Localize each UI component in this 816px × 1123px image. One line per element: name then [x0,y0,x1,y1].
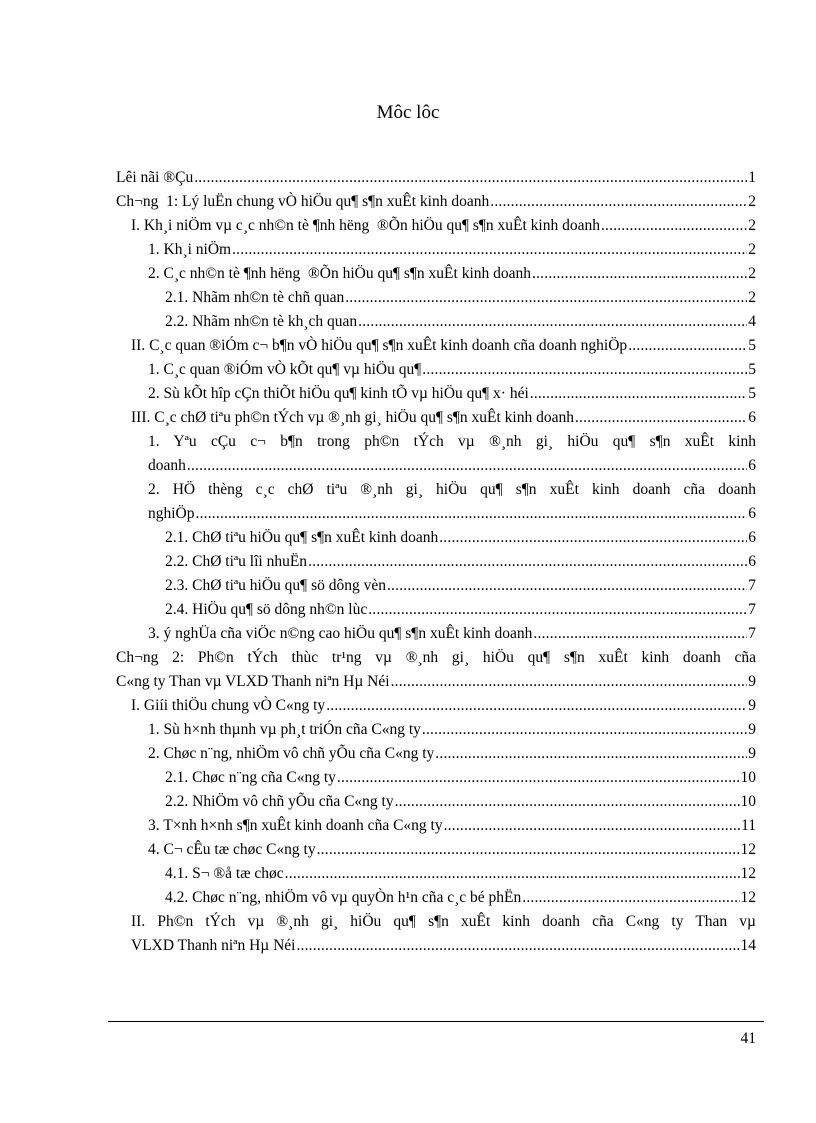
toc-entry-page: 6 [748,505,756,522]
toc-entry[interactable] [0,886,816,910]
toc-entry[interactable] [0,238,816,262]
toc-dot-leader [530,382,747,406]
toc-entry-page: 2 [748,217,756,234]
toc-entry-page: 12 [740,841,756,858]
toc-dot-leader [194,166,747,190]
toc-entry[interactable] [0,742,816,766]
toc-entry[interactable] [0,382,816,406]
toc-dot-leader [444,814,740,838]
toc-entry[interactable] [0,814,816,838]
toc-dot-leader [285,862,740,886]
toc-entry-page: 7 [748,601,756,618]
toc-entry[interactable] [0,790,816,814]
toc-entry-title: 2. C¸c nh©n tè ¶nh hëng ®Õn hiÖu qu¶ s¶n xuÊt kinh doanh [148,265,532,282]
toc-entry[interactable] [0,550,816,574]
toc-entry[interactable] [0,286,816,310]
toc-entry-page: 2 [748,265,756,282]
toc-dot-leader [337,766,740,790]
toc-dot-leader [422,718,747,742]
toc-entry[interactable] [0,406,816,430]
toc-entry[interactable] [0,598,816,622]
toc-entry-title: 2.4. HiÖu qu¶ sö dông nh©n lùc [165,601,368,618]
toc-entry-title: 4.2. Chøc n¨ng, nhiÖm vô vµ quyÒn h¹n cña c¸c bé phËn [165,889,522,906]
toc-entry[interactable] [0,430,816,454]
toc-entry-page: 2 [748,289,756,306]
toc-entry-page: 12 [740,889,756,906]
toc-dot-leader [187,454,747,478]
toc-entry-title: Ch¬ng 1: Lý luËn chung vÒ hiÖu qu¶ s¶n xuÊt kinh doanh [116,193,490,210]
toc-dot-leader [387,574,747,598]
toc-entry-page: 7 [748,577,756,594]
toc-entry[interactable] [0,262,816,286]
toc-entry[interactable] [0,310,816,334]
toc-dot-leader [533,622,747,646]
toc-dot-leader [522,886,739,910]
toc-entry-title: 2. Chøc n¨ng, nhiÖm vô chñ yÕu cña C«ng ty [148,745,435,762]
toc-entry-title: 3. T×nh h×nh s¶n xuÊt kinh doanh cña C«ng ty [148,817,443,834]
toc-dot-leader [439,526,747,550]
page-title: Môc lôc [376,102,440,123]
toc-dot-leader [345,286,747,310]
toc-entry[interactable] [0,526,816,550]
toc-entry-page: 9 [748,745,756,762]
toc-entry-page: 10 [740,769,756,786]
toc-entry-page: 10 [740,793,756,810]
page-number: 41 [740,1030,756,1047]
toc-entry-title: 2.2. Nhãm nh©n tè kh¸ch quan [165,313,358,330]
toc-entry[interactable] [0,166,816,190]
toc-entry-page: 9 [748,721,756,738]
toc-entry[interactable] [0,862,816,886]
toc-entry-title: 1. Yªu cÇu c¬ b¶n trong ph©n tÝch vµ ®¸nh gi¸ hiÖu qu¶ s¶n xuÊt kinh [148,433,756,450]
toc-entry-title: 2.2. NhiÖm vô chñ yÕu cña C«ng ty [165,793,394,810]
toc-dot-leader [422,358,747,382]
toc-entry-page: 9 [748,673,756,690]
toc-entry[interactable] [0,718,816,742]
toc-entry[interactable] [0,214,816,238]
toc-dot-leader [196,502,748,526]
toc-entry-title: 3. ý nghÜa cña viÖc n©ng cao hiÖu qu¶ s¶n xuÊt kinh doanh [148,625,533,642]
toc-dot-leader [532,262,747,286]
toc-dot-leader [296,934,739,958]
toc-entry-title: Lêi nãi ®Çu [116,169,194,186]
toc-entry-page: 2 [748,241,756,258]
toc-entry-page: 7 [748,625,756,642]
toc-entry-title: II. Ph©n tÝch vµ ®¸nh gi¸ hiÖu qu¶ s¶n xuÊt kinh doanh cña C«ng ty Than vµ [131,913,756,930]
toc-entry[interactable] [0,670,816,694]
toc-entry-title: C«ng ty Than vµ VLXD Thanh niªn Hµ Néi [116,673,390,690]
toc-entry-page: 5 [748,337,756,354]
toc-entry[interactable] [0,910,816,934]
toc-entry-page: 5 [748,361,756,378]
toc-entry-page: 1 [748,169,756,186]
toc-entry[interactable] [0,190,816,214]
toc-entry[interactable] [0,358,816,382]
toc-entry-page: 6 [748,529,756,546]
toc-entry-page: 6 [748,457,756,474]
toc-entry[interactable] [0,478,816,502]
toc-dot-leader [435,742,747,766]
toc-dot-leader [575,406,747,430]
toc-dot-leader [317,838,740,862]
toc-dot-leader [628,334,747,358]
toc-entry[interactable] [0,766,816,790]
toc-entry-title: 1. Sù h×nh thµnh vµ ph¸t triÓn cña C«ng ty [148,721,421,738]
toc-entry[interactable] [0,694,816,718]
toc-entry[interactable] [0,622,816,646]
toc-entry-page: 6 [748,553,756,570]
toc-entry-title: doanh [148,457,186,474]
toc-entry-title: II. C¸c quan ®iÓm c¬ b¶n vÒ hiÖu qu¶ s¶n xuÊt kinh doanh cña doanh nghiÖp [131,337,628,354]
toc-dot-leader [368,598,747,622]
toc-entry-title: 4.1. S¬ ®å tæ chøc [165,865,284,882]
toc-entry-title: I. Kh¸i niÖm vµ c¸c nh©n tè ¶nh hëng ®Õn hiÖu qu¶ s¶n xuÊt kinh doanh [131,217,600,234]
toc-entry-title: 2.1. Chøc n¨ng cña C«ng ty [165,769,336,786]
toc-entry-title: 2. HÖ thèng c¸c chØ tiªu ®¸nh gi¸ hiÖu qu¶ s¶n xuÊt kinh doanh cña doanh [148,481,756,498]
toc-entry-title: 2.3. ChØ tiªu hiÖu qu¶ sö dông vèn [165,577,386,594]
toc-entry-title: 1. Kh¸i niÖm [148,241,232,258]
toc-entry-title: 2. Sù kÕt hîp cÇn thiÕt hiÖu qu¶ kinh tÕ vµ hiÖu qu¶ x· héi [148,385,529,402]
toc-dot-leader [232,238,747,262]
toc-dot-leader [358,310,747,334]
toc-entry[interactable] [0,838,816,862]
toc-entry-title: Ch¬ng 2: Ph©n tÝch thùc tr¹ng vµ ®¸nh gi¸ hiÖu qu¶ s¶n xuÊt kinh doanh cña [116,649,756,666]
toc-entry-page: 2 [748,193,756,210]
toc-dot-leader [326,694,747,718]
toc-entry[interactable] [0,574,816,598]
toc-dot-leader [308,550,747,574]
toc-entry-title: III. C¸c chØ tiªu ph©n tÝch vµ ®¸nh gi¸ hiÖu qu¶ s¶n xuÊt kinh doanh [131,409,574,426]
toc-entry-title: VLXD Thanh niªn Hµ Néi [131,937,296,954]
toc-entry-page: 6 [748,409,756,426]
toc-entry-title: 2.1. Nhãm nh©n tè chñ quan [165,289,345,306]
toc-dot-leader [391,670,748,694]
toc-entry[interactable] [0,934,816,958]
toc-entry-title: I. Giíi thiÖu chung vÒ C«ng ty [131,697,326,714]
toc-entry-page: 4 [748,313,756,330]
toc-entry[interactable] [0,502,816,526]
toc-entry-title: 2.2. ChØ tiªu lîi nhuËn [165,553,308,570]
footer-divider [108,1021,764,1022]
toc-entry-page: 9 [748,697,756,714]
toc-entry-title: nghiÖp [148,505,195,522]
toc-entry-page: 5 [748,385,756,402]
toc-entry[interactable] [0,646,816,670]
toc-entry-page: 12 [740,865,756,882]
toc-entry-page: 14 [740,937,756,954]
toc-entry-title: 1. C¸c quan ®iÓm vÒ kÕt qu¶ vµ hiÖu qu¶ [148,361,422,378]
toc-entry-title: 4. C¬ cÊu tæ chøc C«ng ty [148,841,316,858]
toc-entry[interactable] [0,454,816,478]
toc-dot-leader [601,214,747,238]
toc-entry-page: 11 [741,817,756,834]
toc-dot-leader [395,790,740,814]
toc-dot-leader [490,190,747,214]
toc-entry[interactable] [0,334,816,358]
toc-entry-title: 2.1. ChØ tiªu hiÖu qu¶ s¶n xuÊt kinh doanh [165,529,439,546]
